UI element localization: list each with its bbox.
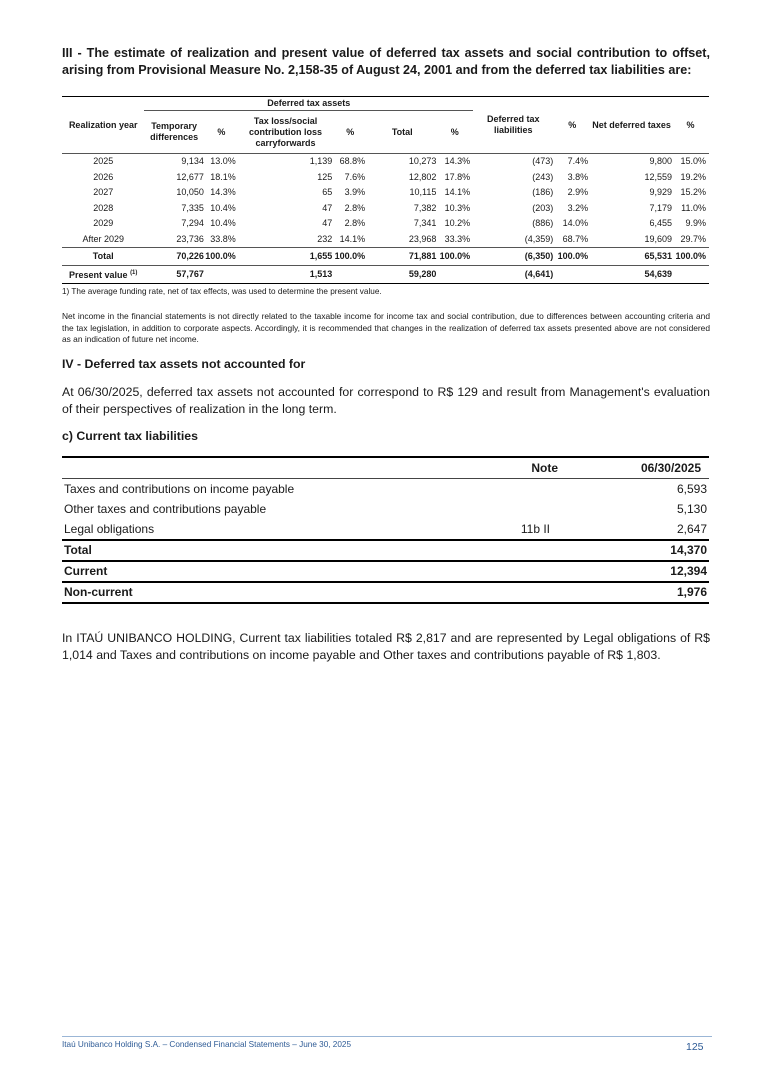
col-net-deferred-taxes: Net deferred taxes [591, 97, 672, 154]
table-cell: 2029 [93, 218, 114, 229]
row-note: 11b II [520, 521, 550, 536]
table-cell: 29.7% [680, 233, 706, 244]
table-cell: 18.1% [210, 171, 236, 182]
present-value-label [62, 266, 144, 284]
table-cell: 65 [322, 187, 333, 198]
table-cell: 100.0% [439, 251, 471, 261]
row-label: Legal obligations [64, 521, 155, 536]
table-cell: 10,273 [408, 156, 437, 167]
col-pct: % [204, 111, 239, 154]
row-value: 5,130 [676, 501, 707, 516]
table-cell: 70,226 [176, 251, 204, 261]
noncurrent-row-label: Non-current [64, 585, 133, 599]
table-cell: 33.8% [210, 233, 236, 244]
table-cell: 125 [317, 171, 333, 182]
table-cell: 6,455 [649, 218, 673, 229]
noncurrent-row-value: 1,976 [676, 585, 707, 599]
col-pct: % [332, 111, 368, 154]
table-cell: 7.4% [567, 156, 589, 167]
table-cell: 10.2% [444, 218, 471, 229]
col-total: Total [368, 111, 436, 154]
iv-paragraph: At 06/30/2025, deferred tax assets not accounted for correspond to R$ 129 and result from Management's evaluation of their perspectives of realization in the long term. [62, 385, 710, 416]
col-deferred-tax-liabilities: Deferred tax liabilities [473, 97, 553, 154]
col-pct: % [436, 111, 473, 154]
table-cell [332, 266, 368, 284]
col-group-deferred-tax-assets: Deferred tax assets [144, 97, 473, 111]
empty-cell [462, 540, 560, 561]
table-cell: 9,134 [181, 156, 204, 167]
table-cell: (203) [532, 202, 554, 213]
table-cell: 10.3% [444, 202, 471, 213]
col-realization-year: Realization year [62, 97, 144, 154]
table-cell: 2027 [93, 187, 114, 198]
table-cell: 17.8% [444, 171, 471, 182]
section-heading-iii: III - The estimate of realization and present value of deferred tax assets and social contribution to offset, arising from Provisional Measure No. 2,158-35 of August 24, 2001 and from the deferred tax liabilities are: [62, 46, 710, 77]
footer-text: Itaú Unibanco Holding S.A. – Condensed Financial Statements – June 30, 2025 [62, 1040, 352, 1049]
table-cell: 47 [322, 218, 333, 229]
table-cell: 12,559 [644, 171, 673, 182]
table-cell: 7,382 [413, 202, 437, 213]
section-heading-c: c) Current tax liabilities [62, 429, 198, 443]
table-cell: 23,968 [408, 233, 437, 244]
holding-paragraph: In ITAÚ UNIBANCO HOLDING, Current tax liabilities totaled R$ 2,817 and are represented by Legal obligations of R$ 1,014 and Taxes and contributions on income payable and Other taxes and contributions payable of R$ 1,803. [62, 631, 710, 662]
table-cell: 19,609 [644, 233, 673, 244]
table-row [62, 499, 709, 520]
table-cell [672, 266, 709, 284]
table-cell [553, 266, 591, 284]
table-cell: 10.4% [210, 202, 236, 213]
table-cell: 12,802 [408, 171, 437, 182]
table-cell: 14.1% [444, 187, 471, 198]
table-row [62, 478, 709, 499]
table-cell: 100.0% [205, 251, 236, 261]
table-cell: (886) [532, 218, 554, 229]
table-cell: 71,881 [408, 251, 437, 261]
table-cell: After 2029 [82, 233, 124, 244]
row-label: Other taxes and contributions payable [64, 501, 267, 516]
col-date: 06/30/2025 [640, 460, 701, 475]
table-cell: 2028 [93, 202, 114, 213]
table-cell: 2026 [93, 171, 114, 182]
current-tax-liabilities-table [62, 456, 709, 604]
table-cell: 3.8% [567, 171, 589, 182]
table-cell: 100.0% [334, 251, 366, 261]
table-cell: 23,736 [176, 233, 204, 244]
table-cell: 10,050 [176, 187, 204, 198]
row-value: 6,593 [676, 481, 707, 496]
footer-divider [62, 1036, 712, 1037]
table-cell: 7.6% [344, 171, 366, 182]
table-cell: 33.3% [444, 233, 471, 244]
total-row-value: 14,370 [670, 543, 707, 557]
footnote: 1) The average funding rate, net of tax effects, was used to determine the present value. [62, 287, 382, 296]
table-row [62, 216, 709, 232]
table-cell [204, 266, 239, 284]
page-number: 125 [686, 1041, 704, 1053]
table-cell: 10,115 [409, 187, 437, 198]
table-cell: 19.2% [680, 171, 706, 182]
table-cell: 54,639 [644, 269, 673, 279]
table-cell: 14.0% [562, 218, 589, 229]
table-cell: 1,513 [309, 269, 333, 279]
table-cell: 7,294 [181, 218, 204, 229]
total-row [62, 248, 709, 266]
table-cell: 68.7% [562, 233, 589, 244]
table-cell: 2.8% [344, 202, 366, 213]
empty-cell [462, 561, 560, 582]
table-cell: 7,335 [181, 202, 204, 213]
row-value: 2,647 [676, 521, 707, 536]
table-cell: 12,677 [176, 171, 204, 182]
table-cell: 7,179 [649, 202, 673, 213]
table-cell: (6,350) [524, 251, 554, 261]
table-cell: 15.0% [680, 156, 706, 167]
noncurrent-row [62, 582, 709, 603]
table-cell: 232 [317, 233, 333, 244]
table-cell: 14.3% [444, 156, 471, 167]
total-row [62, 540, 709, 561]
table-row [62, 170, 709, 186]
net-income-paragraph: Net income in the financial statements is not directly related to the taxable income for income tax and social contribution, due to differences between accounting criteria and the tax legislation, in addition to corporate aspects. Accordingly, it is recommended that changes in the realization of deferred tax assets presented above are not considered as an indication of future net income. [62, 311, 710, 344]
table-cell: (4,359) [524, 233, 554, 244]
table-cell: 9.9% [685, 218, 706, 229]
table-cell: 9,929 [649, 187, 673, 198]
table-cell: (186) [532, 187, 554, 198]
table-cell: 47 [322, 202, 333, 213]
table-cell: 15.2% [680, 187, 706, 198]
table-cell: 11.0% [681, 202, 706, 213]
row-note [462, 499, 560, 520]
section-heading-iv: IV - Deferred tax assets not accounted for [62, 357, 306, 371]
table-cell: 59,280 [408, 269, 437, 279]
table-cell: 13.0% [210, 156, 236, 167]
present-value-row [62, 266, 709, 284]
table-cell: 3.9% [344, 187, 366, 198]
table-cell: 1,655 [309, 251, 333, 261]
current-row-label: Current [64, 564, 108, 578]
current-row-value: 12,394 [670, 564, 707, 578]
current-row [62, 561, 709, 582]
table-cell: 68.8% [339, 156, 366, 167]
table-cell: 14.3% [210, 187, 236, 198]
table-cell: Total [92, 251, 114, 261]
col-temporary-differences: Temporary differences [144, 111, 203, 154]
table-cell: (4,641) [524, 269, 554, 279]
table-cell: 100.0% [675, 251, 706, 261]
table-cell: 57,767 [176, 269, 204, 279]
table-cell: (473) [532, 156, 554, 167]
row-note [462, 478, 560, 499]
table-cell: 10.4% [210, 218, 236, 229]
table-cell [436, 266, 473, 284]
table-cell: 14.1% [339, 233, 366, 244]
table-cell: 2.8% [344, 218, 366, 229]
present-value-text: Present value [69, 270, 128, 280]
table-cell: 1,139 [309, 156, 333, 167]
table-cell: 2.9% [567, 187, 589, 198]
table-row [62, 154, 709, 170]
table-cell: 100.0% [557, 251, 589, 261]
col-pct: % [672, 97, 709, 154]
table-row [62, 232, 709, 248]
table-cell: 2025 [93, 156, 114, 167]
table-row [62, 201, 709, 217]
col-pct: % [553, 97, 591, 154]
deferred-tax-realization-table [62, 96, 709, 284]
table-cell: 3.2% [567, 202, 589, 213]
empty-cell [462, 582, 560, 603]
row-label: Taxes and contributions on income payable [64, 481, 295, 496]
total-row-label: Total [64, 543, 92, 557]
table-cell: 65,531 [644, 251, 673, 261]
table-row [62, 519, 709, 540]
table-cell: 9,800 [649, 156, 673, 167]
table-cell: 7,341 [413, 218, 437, 229]
table-row [62, 185, 709, 201]
footnote-marker: (1) [130, 270, 138, 276]
table-cell: (243) [532, 171, 554, 182]
col-tax-loss: Tax loss/social contribution loss carryforwards [239, 111, 332, 154]
col-note: Note [531, 460, 558, 475]
